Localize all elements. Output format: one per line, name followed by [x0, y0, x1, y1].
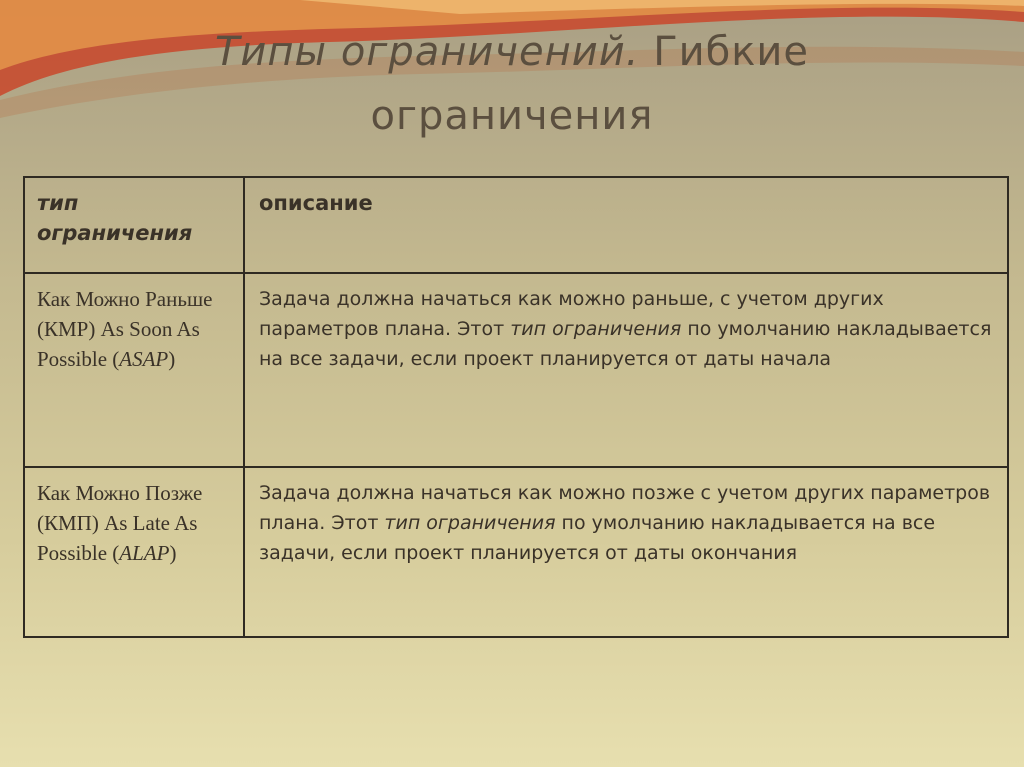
desc-italic: тип ограничения: [384, 512, 556, 534]
table-row: [25, 468, 1007, 636]
title-part-regular: Гибкие: [653, 29, 810, 75]
type-close: ): [169, 541, 177, 565]
desc-italic: тип ограничения: [510, 318, 682, 340]
type-abbr: ASAP: [119, 347, 169, 371]
title-part-italic: Типы ограничений.: [214, 29, 640, 75]
constraints-table: [23, 176, 1009, 638]
desc-text: Задача должна начаться как можно раньше, с учетом других параметров плана. Этот: [259, 288, 884, 340]
desc-text-end: по умолчанию накладывается на все задачи, если проект планируется от даты начала: [259, 318, 992, 370]
header-cell-description: [247, 178, 1007, 272]
type-abbr: ALAP: [119, 541, 170, 565]
table-row: [25, 274, 1007, 468]
header-type-label: тип ограничения: [37, 191, 193, 245]
header-description-label: описание: [259, 191, 373, 215]
table-header-row: [25, 178, 1007, 274]
title-line-2: ограничения: [370, 93, 654, 139]
type-label: Как Можно Раньше (КМР) As Soon As Possible (: [37, 287, 213, 371]
description-cell: [247, 274, 1007, 466]
desc-text: Задача должна начаться как можно позже с учетом других параметров плана. Этот: [259, 482, 991, 534]
type-close: ): [168, 347, 176, 371]
type-cell: [25, 274, 245, 466]
desc-text-end: по умолчанию накладывается на все задачи, если проект планируется от даты окончания: [259, 512, 936, 564]
header-cell-type: [25, 178, 245, 272]
type-cell: [25, 468, 245, 636]
description-cell: [247, 468, 1007, 636]
type-label: Как Можно Позже (КМП) As Late As Possible (: [37, 481, 203, 565]
slide-title: [0, 20, 1024, 148]
